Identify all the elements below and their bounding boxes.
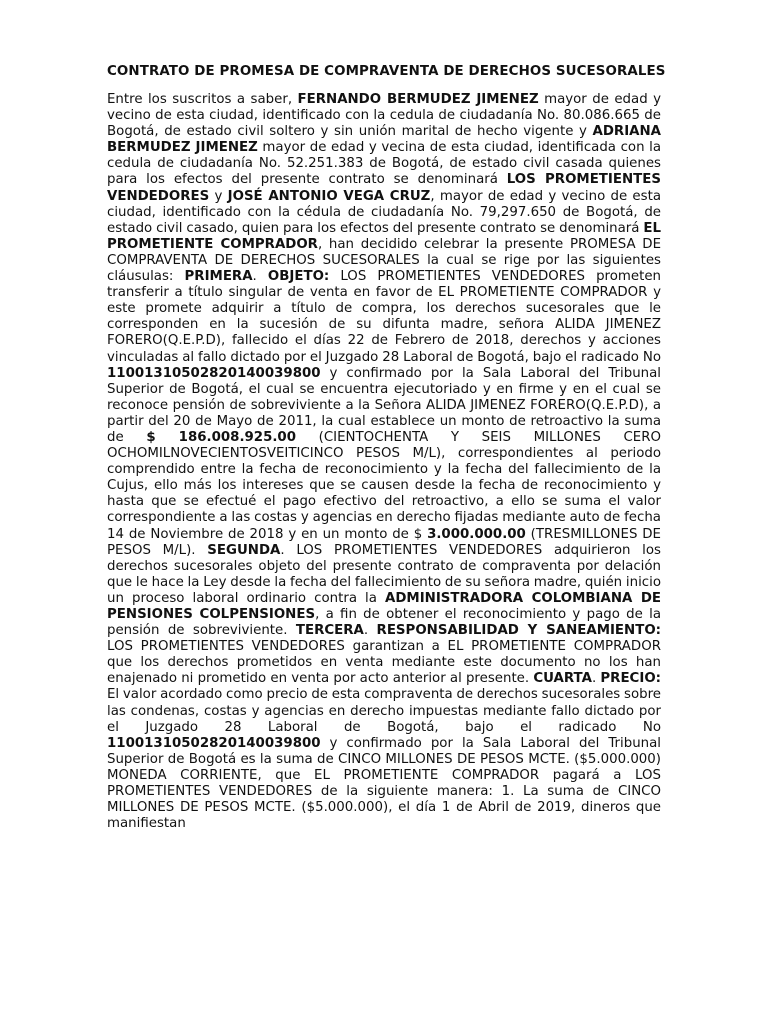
bold-text-segment: LOS PROMETIENTES VENDEDORES — [107, 172, 661, 204]
bold-text-segment: $ 186.008.925.00 — [146, 429, 297, 445]
text-segment: mayor de edad y vecina de esta ciudad, identificada con la cedula de ciudadanía No. 52.251.383 de Bogotá, de estado civil casada quienes para los efectos del presente contrato se denominará — [107, 140, 661, 188]
bold-text-segment: OBJETO: — [267, 269, 330, 285]
text-segment: LOS PROMETIENTES VENDEDORES garantizan a EL PROMETIENTE COMPRADOR que los derechos prometidos en venta mediante este documento no los han enajenado ni prometido en venta por acto anterior al presente. — [107, 639, 661, 687]
bold-text-segment: 11001310502820140039800 — [107, 735, 321, 751]
text-segment: Entre los suscritos a saber, — [107, 92, 298, 107]
text-segment: mayor de edad y vecino de esta ciudad, identificado con la cedula de ciudadanía No. 80.086.665 de Bogotá, de estado civil soltero y sin unión marital de hecho vigente y — [107, 92, 662, 140]
bold-text-segment: 11001310502820140039800 — [107, 365, 321, 381]
bold-text-segment: CUARTA — [533, 671, 592, 687]
bold-text-segment: SEGUNDA — [207, 542, 281, 558]
text-segment: (CIENTOCHENTA Y SEIS MILLONES CERO OCHOMILNOVECIENTOSVEITICINCO PESOS M/L), correspondientes al periodo comprendido entre la fecha de reconocimiento y la fecha del fallecimiento de la Cujus, ello más los intereses que se causen desde la fecha de reconocimiento y hasta que se efectué el pago efectivo del retroactivo, a ello se suma el valor correspondiente a las costas y agencias en derecho fijadas mediante auto de fecha 14 de Noviembre de 2018 y en un monto de $ — [107, 429, 661, 542]
bold-text-segment: PRIMERA — [184, 269, 253, 285]
text-segment: , a fin de obtener el reconocimiento y pago de la pensión de sobreviviente. — [107, 607, 661, 639]
text-segment: , han decidido celebrar la presente PROMESA DE COMPRAVENTA DE DERECHOS SUCESORALES la cual se rige por las siguientes cláusulas: — [107, 236, 661, 285]
bold-text-segment: RESPONSABILIDAD Y SANEAMIENTO: — [376, 623, 662, 639]
text-segment: LOS PROMETIENTES VENDEDORES prometen transferir a título singular de venta en favor de EL PROMETIENTE COMPRADOR y este promete adquirir a título de compra, los derechos sucesorales que le corresponden en la sucesión de su difunta madre, señora ALIDA JIMENEZ FORERO(Q.E.P.D), fallecido el días 22 de Febrero de 2018, derechos y acciones vinculadas al fallo dictado por el Juzgado 28 Laboral de Bogotá, bajo el radicado No — [107, 269, 661, 365]
text-segment: . — [363, 623, 377, 639]
contract-body-paragraph — [107, 92, 661, 832]
text-segment: y confirmado por la Sala Laboral del Tribunal Superior de Bogotá es la suma de CINCO MILLONES DE PESOS MCTE. ($5.000.000) MONEDA CORRIENTE, que EL PROMETIENTE COMPRADOR pagará a LOS PROMETIENTES VENDEDORES de la siguiente manera: 1. La suma de CINCO MILLONES DE PESOS MCTE. ($5.000.000), el día 1 de Abril de 2019, dineros que manifiestan — [107, 735, 661, 832]
bold-text-segment: 3.000.000.00 — [427, 526, 526, 542]
text-segment: . LOS PROMETIENTES VENDEDORES adquirieron los derechos sucesorales objeto del presente contrato de compraventa por delación que le hace la Ley desde la fecha del fallecimiento de su señora madre, quién inicio un proceso laboral ordinario contra la — [107, 542, 661, 606]
bold-text-segment: ADMINISTRADORA COLOMBIANA DE PENSIONES COLPENSIONES — [107, 590, 662, 622]
text-segment: . — [252, 269, 268, 285]
document-title: CONTRATO DE PROMESA DE COMPRAVENTA DE DERECHOS SUCESORALES — [107, 64, 666, 79]
bold-text-segment: PRECIO: — [600, 671, 661, 687]
text-segment: y confirmado por la Sala Laboral del Tribunal Superior de Bogotá, el cual se encuentra ejecutoriado y en firme y en el cual se reconoce pensión de sobreviviente a la Señora ALIDA JIMENEZ FORERO(Q.E.P.D), a partir del 20 de Mayo de 2011, la cual establece un monto de retroactivo la suma de — [107, 365, 661, 445]
document-page — [107, 64, 666, 832]
text-segment: . — [591, 671, 601, 687]
bold-text-segment: ADRIANA BERMUDEZ JIMENEZ — [107, 124, 661, 156]
text-segment: y — [209, 188, 228, 204]
bold-text-segment: EL PROMETIENTE COMPRADOR — [107, 220, 661, 252]
text-segment: (TRESMILLONES DE PESOS M/L). — [107, 526, 661, 558]
text-segment: El valor acordado como precio de esta compraventa de derechos sucesorales sobre las condenas, costas y agencias en derecho impuestas mediante fallo dictado por el Juzgado 28 Laboral de Bogotá, bajo el radicado No — [107, 687, 661, 735]
bold-text-segment: JOSÉ ANTONIO VEGA CRUZ — [227, 188, 431, 204]
text-segment: , mayor de edad y vecino de esta ciudad, identificado con la cédula de ciudadanía No. 79,297.650 de Bogotá, de estado civil casado, quien para los efectos del presente contrato se denominará — [107, 188, 661, 236]
bold-text-segment: FERNANDO BERMUDEZ JIMENEZ — [297, 92, 539, 107]
bold-text-segment: TERCERA — [295, 623, 364, 639]
